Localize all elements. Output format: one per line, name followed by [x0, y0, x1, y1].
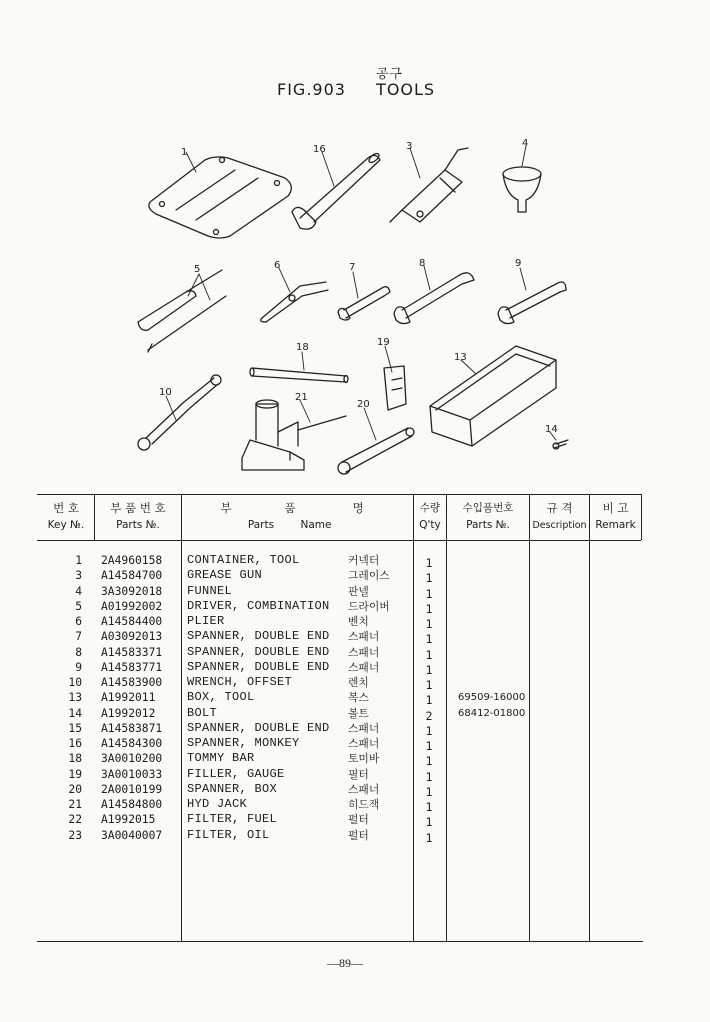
header-name-ko-2: 품 — [284, 501, 296, 515]
row-part-name: HYD JACK — [187, 797, 248, 811]
hydraulic-jack-drawing — [242, 400, 346, 470]
row-key: 9 — [75, 660, 82, 674]
row-part-name: DRIVER, COMBINATION — [187, 598, 330, 613]
row-part-name: SPANNER, DOUBLE END — [187, 644, 330, 659]
row-part-name: SPANNER, DOUBLE END — [187, 659, 330, 674]
row-part-name-korean: 토미바 — [348, 752, 380, 766]
header-name-ko-3: 명 — [352, 501, 364, 515]
callout-21: 21 — [295, 392, 308, 403]
header-remark-en: Remark — [595, 519, 636, 531]
row-part-name-korean: 히드잭 — [348, 798, 380, 811]
page-number: —89— — [327, 956, 363, 970]
spanner-8-drawing — [394, 273, 474, 324]
row-part-name: GREASE GUN — [187, 568, 263, 583]
row-part-name: SPANNER, BOX — [187, 781, 278, 796]
tools-illustration — [0, 0, 710, 480]
row-part-name: CONTAINER, TOOL — [187, 553, 300, 567]
row-part-name: PLIER — [187, 614, 225, 628]
figure-name: TOOLS — [376, 80, 436, 99]
row-part-name-korean: 스패너 — [348, 782, 380, 796]
row-key: 22 — [68, 813, 82, 827]
header-name-en-1: Parts — [247, 519, 275, 531]
row-part-name-korean: 스패너 — [348, 630, 380, 644]
row-quantity: 1 — [425, 785, 433, 799]
row-key: 13 — [68, 691, 82, 705]
col-divider-qty — [446, 494, 447, 941]
col-divider-remark — [641, 494, 642, 540]
row-part-number: A14584400 — [101, 615, 163, 628]
row-quantity: 1 — [425, 740, 433, 753]
row-key: 16 — [68, 737, 82, 750]
header-import-en: Parts №. — [466, 519, 510, 531]
callout-7: 7 — [349, 262, 356, 273]
tool-box-drawing — [430, 346, 556, 446]
row-part-name-korean: 펄터 — [348, 828, 369, 842]
callout-5: 5 — [194, 264, 201, 275]
spanner-7-drawing — [338, 287, 390, 320]
callout-labels — [159, 138, 558, 435]
row-part-name-korean: 드라이버 — [348, 599, 390, 613]
table-top-rule — [37, 494, 641, 495]
combination-driver-drawing — [138, 270, 226, 352]
monkey-spanner-drawing — [292, 152, 381, 229]
row-part-number: A14584700 — [101, 569, 163, 583]
row-quantity: 2 — [425, 709, 433, 723]
row-part-number: A14583900 — [101, 676, 163, 689]
col-divider-partno — [181, 494, 182, 941]
callout-9: 9 — [515, 258, 522, 269]
title-korean: 공구 — [376, 67, 404, 82]
row-key: 5 — [75, 599, 82, 613]
row-quantity: 1 — [425, 724, 433, 738]
row-part-number: A01992002 — [101, 599, 163, 613]
header-import-ko: 수입품번호 — [462, 502, 514, 514]
header-name-ko-1: 부 — [220, 501, 232, 515]
row-part-name: FUNNEL — [187, 583, 233, 598]
tool-container-drawing — [149, 157, 292, 238]
row-part-number: 3A0040007 — [101, 828, 163, 842]
row-quantity: 1 — [425, 557, 433, 570]
header-qty-en: Q'ty — [419, 519, 441, 531]
row-quantity: 1 — [425, 648, 433, 662]
row-key: 20 — [68, 782, 82, 796]
header-key-ko: 번 호 — [53, 501, 79, 515]
row-part-number: A14584800 — [101, 798, 163, 811]
row-import-part-number: 68412-01800 — [458, 707, 526, 719]
row-part-number: 3A0010200 — [101, 752, 163, 766]
row-part-number: A14583371 — [101, 645, 163, 659]
callout-13: 13 — [454, 352, 467, 363]
row-key: 10 — [68, 676, 82, 689]
row-part-number: A1992011 — [101, 691, 156, 705]
col-divider-desc — [589, 494, 590, 941]
row-part-number: A03092013 — [101, 630, 163, 644]
callout-10: 10 — [159, 387, 172, 398]
offset-wrench-drawing — [138, 375, 221, 450]
row-part-number: A14584300 — [101, 737, 163, 750]
row-part-number: 3A0010033 — [101, 767, 163, 781]
callout-3: 3 — [406, 141, 413, 152]
tommy-bar-drawing — [250, 368, 348, 383]
row-key: 21 — [68, 798, 82, 811]
row-part-number: 2A0010199 — [101, 782, 163, 796]
row-part-name-korean: 벤치 — [348, 615, 369, 628]
callout-1: 1 — [181, 147, 188, 158]
spanner-9-drawing — [498, 282, 566, 324]
row-part-name: WRENCH, OFFSET — [187, 675, 293, 689]
row-quantity: 1 — [425, 679, 433, 692]
row-quantity: 1 — [425, 694, 433, 708]
col-divider-import — [529, 494, 530, 941]
row-quantity: 1 — [425, 801, 433, 814]
row-part-number: 2A4960158 — [101, 554, 163, 567]
plier-drawing — [261, 282, 328, 322]
row-part-name: FILTER, FUEL — [187, 812, 278, 827]
row-key: 18 — [68, 752, 82, 766]
grease-gun-drawing — [390, 148, 468, 222]
row-part-number: 3A3092018 — [101, 584, 163, 598]
header-remark-ko: 비 고 — [602, 501, 629, 515]
row-quantity: 1 — [425, 663, 433, 677]
row-quantity: 1 — [425, 633, 433, 647]
row-part-name-korean: 스패너 — [348, 721, 380, 735]
row-quantity: 1 — [425, 602, 433, 616]
row-part-name: BOLT — [187, 705, 218, 720]
row-key: 14 — [68, 706, 82, 720]
row-part-name: SPANNER, MONKEY — [187, 736, 300, 750]
table-bottom-rule — [37, 941, 643, 942]
callout-16: 16 — [313, 144, 326, 155]
box-spanner-drawing — [338, 428, 414, 474]
row-key: 15 — [68, 721, 82, 735]
callout-leaders — [166, 146, 556, 440]
row-part-name: FILTER, OIL — [187, 827, 270, 842]
header-desc-ko: 규 격 — [546, 501, 573, 515]
row-part-number: A14583871 — [101, 721, 163, 735]
row-part-name-korean: 스패너 — [348, 645, 380, 659]
funnel-drawing — [503, 167, 541, 212]
row-quantity: 1 — [425, 755, 433, 769]
row-part-name: SPANNER, DOUBLE END — [187, 629, 330, 644]
row-key: 4 — [75, 584, 82, 598]
row-part-number: A1992012 — [101, 706, 156, 720]
row-key: 19 — [68, 767, 82, 781]
row-key: 8 — [75, 645, 82, 659]
row-part-name-korean: 필터 — [348, 767, 369, 781]
bolt-drawing — [553, 440, 568, 449]
row-part-name-korean: 복스 — [348, 691, 369, 705]
callout-14: 14 — [545, 424, 558, 435]
header-name-en-2: Name — [300, 519, 332, 531]
row-quantity: 1 — [425, 572, 433, 586]
row-part-name: FILLER, GAUGE — [187, 766, 285, 781]
header-key-en: Key №. — [47, 519, 85, 531]
row-part-name-korean: 렌치 — [348, 676, 369, 689]
row-part-name: BOX, TOOL — [187, 690, 255, 705]
table-header-rule — [37, 540, 641, 541]
row-part-name-korean: 판넬 — [348, 584, 369, 598]
row-part-number: A14583771 — [101, 660, 163, 674]
row-part-name: TOMMY BAR — [187, 751, 255, 766]
header-qty-ko: 수량 — [419, 502, 441, 514]
row-part-name-korean: 그레이스 — [348, 569, 390, 583]
row-key: 3 — [75, 569, 82, 583]
row-part-name-korean: 볼트 — [348, 706, 369, 720]
row-key: 23 — [68, 828, 82, 842]
row-import-part-number: 69509-16000 — [458, 692, 526, 704]
row-part-name-korean: 스패너 — [348, 737, 380, 750]
row-key: 1 — [75, 554, 82, 567]
callout-19: 19 — [377, 337, 390, 348]
row-part-name-korean: 스패너 — [348, 660, 380, 674]
row-part-number: A1992015 — [101, 813, 156, 827]
callout-4: 4 — [522, 138, 529, 149]
row-part-name-korean: 펄터 — [348, 813, 369, 827]
row-quantity: 1 — [425, 618, 433, 631]
row-quantity: 1 — [425, 831, 433, 845]
callout-20: 20 — [357, 399, 370, 410]
callout-18: 18 — [296, 342, 309, 353]
callout-6: 6 — [274, 260, 281, 271]
header-partno-en: Parts №. — [116, 519, 160, 531]
figure-number: FIG.903 — [277, 80, 346, 99]
col-divider-key — [94, 494, 95, 540]
row-key: 6 — [75, 615, 82, 628]
row-quantity: 1 — [425, 587, 433, 601]
header-desc-en: Description — [532, 520, 587, 531]
row-quantity: 1 — [425, 770, 433, 784]
row-part-name-korean: 커넥터 — [348, 554, 380, 567]
row-quantity: 1 — [425, 816, 433, 830]
header-partno-ko: 부 품 번 호 — [110, 501, 166, 515]
filler-gauge-drawing — [384, 366, 406, 410]
row-part-name: SPANNER, DOUBLE END — [187, 720, 330, 735]
callout-8: 8 — [419, 258, 426, 269]
row-key: 7 — [75, 630, 82, 644]
